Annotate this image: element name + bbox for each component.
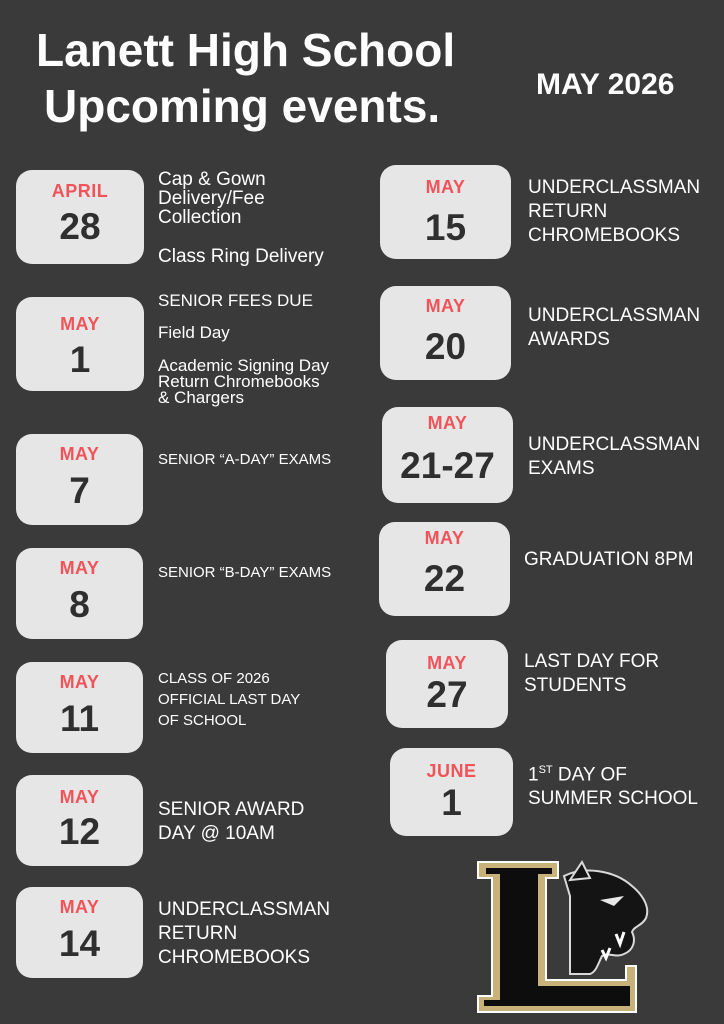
event-text-may-8 [158, 564, 331, 581]
date-badge-may-7 [16, 434, 143, 525]
event-line: Cap & Gown [158, 169, 266, 190]
date-badge-may-1 [16, 297, 144, 391]
event-text-may-15 [528, 176, 700, 248]
date-day: 27 [426, 674, 468, 715]
date-month: MAY [425, 296, 466, 316]
date-badge-may-22 [379, 522, 510, 616]
event-line: SENIOR FEES DUE [158, 291, 313, 310]
date-badge-may-20 [380, 286, 511, 380]
date-badge-june-1 [390, 748, 513, 836]
event-line: OF SCHOOL [158, 712, 247, 729]
event-line: GRADUATION 8PM [524, 549, 694, 570]
event-line: LAST DAY FOR [524, 651, 660, 672]
date-badge-april-28 [16, 170, 144, 264]
date-day: 1 [69, 339, 91, 380]
event-text-may-11 [158, 668, 300, 731]
date-day: 11 [59, 698, 100, 739]
event-text-may-12 [158, 798, 304, 846]
date-month: MAY [59, 672, 100, 692]
event-text-may-27 [524, 650, 659, 698]
title-line-1: Lanett High School [36, 24, 456, 76]
event-line: EXAMS [528, 458, 595, 479]
date-day: 28 [59, 206, 101, 247]
event-line: RETURN [158, 923, 238, 944]
event-line: Collection [158, 207, 242, 228]
event-line: Academic Signing Day [158, 356, 330, 375]
event-line: SENIOR AWARD [158, 799, 305, 820]
event-line: SUMMER SCHOOL [528, 788, 698, 810]
event-line: UNDERCLASSMAN [528, 177, 701, 198]
date-day: 12 [58, 811, 101, 852]
event-text-may-14 [158, 898, 330, 970]
page-title [36, 22, 455, 134]
date-month: MAY [425, 177, 466, 197]
event-line: AWARDS [528, 329, 610, 350]
date-month: JUNE [426, 761, 477, 781]
event-line: UNDERCLASSMAN [528, 305, 701, 326]
date-badge-may-27 [386, 640, 508, 728]
date-day: 1 [441, 782, 462, 823]
ordinal-suffix: ST [538, 764, 553, 776]
date-day: 15 [424, 207, 467, 248]
date-day: 7 [69, 470, 90, 511]
panther-logo [474, 856, 654, 1016]
event-line: CLASS OF 2026 [158, 670, 270, 687]
date-badge-may-14 [16, 887, 143, 978]
date-month: MAY [427, 653, 467, 673]
event-line: DAY @ 10AM [158, 823, 275, 844]
event-text-may-20 [528, 304, 700, 352]
date-month: MAY [59, 787, 100, 807]
event-text-may-21-27 [528, 433, 700, 481]
event-line: SENIOR “B-DAY” EXAMS [158, 564, 332, 581]
date-badge-may-21-27 [382, 407, 513, 503]
event-line: RETURN [528, 201, 608, 222]
date-day: 20 [424, 326, 467, 367]
event-line: CHROMEBOOKS [158, 947, 311, 968]
date-badge-may-11 [16, 662, 143, 753]
date-day: 22 [423, 558, 466, 599]
event-line: & Chargers [158, 388, 244, 407]
date-month: MAY [59, 897, 100, 917]
event-line: Return Chromebooks [158, 372, 320, 391]
date-month: MAY [424, 528, 465, 548]
month-heading: MAY 2026 [536, 68, 675, 101]
event-line: Delivery/Fee [158, 188, 265, 209]
event-line: CHROMEBOOKS [528, 225, 681, 246]
date-badge-may-12 [16, 775, 143, 866]
date-day: 21-27 [400, 445, 495, 486]
date-badge-may-8 [16, 548, 143, 639]
date-badge-may-15 [380, 165, 511, 259]
date-day: 8 [69, 584, 90, 625]
event-text-may-22 [524, 548, 694, 572]
date-month: MAY [59, 444, 100, 464]
event-line: Class Ring Delivery [158, 246, 324, 267]
date-month: MAY [60, 314, 100, 334]
title-line-2: Upcoming events. [44, 80, 441, 132]
date-month: MAY [59, 558, 100, 578]
event-text-may-1 [158, 293, 329, 406]
ordinal-number: 1 [528, 764, 539, 786]
event-line: SENIOR “A-DAY” EXAMS [158, 451, 332, 468]
event-text-april-28 [158, 170, 324, 266]
ordinal-rest: DAY OF [552, 764, 627, 786]
event-text-june-1 [528, 758, 698, 811]
event-line: UNDERCLASSMAN [528, 434, 701, 455]
logo-panther-ear [570, 862, 590, 880]
event-line: Field Day [158, 323, 230, 342]
event-text-may-7 [158, 451, 331, 468]
event-line: OFFICIAL LAST DAY [158, 691, 301, 708]
event-line [528, 758, 698, 787]
date-month: APRIL [51, 181, 109, 201]
event-line: UNDERCLASSMAN [158, 899, 331, 920]
date-day: 14 [58, 923, 101, 964]
event-line: STUDENTS [524, 675, 627, 696]
date-month: MAY [427, 413, 468, 433]
